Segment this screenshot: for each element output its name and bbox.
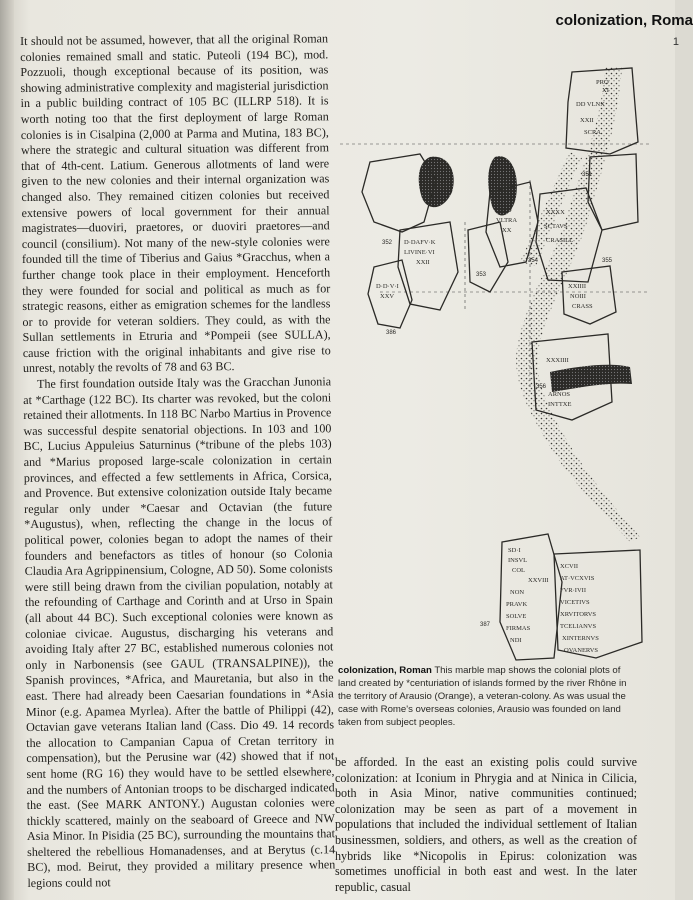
inscription-text: XI [602,87,609,94]
caption-text: This marble map shows the colonial plots of land created by *centuriation of islands formed by the river Rhône in the territory of Arausio (Orange), a veteran-colony. As was usual the case with Rome's overseas colonies, Arausio was founded on land taken from subject peoples. [338,665,627,728]
marble-map-figure [340,62,650,662]
inscription-text: FIRMAS [506,625,531,632]
inscription-text: NOIII [570,293,586,300]
inscription-text: XXV [380,293,395,300]
inscription-text: NDI [510,637,522,644]
fragment-number: 355 [602,258,613,264]
inscription-text: XINTERNVS [562,635,599,642]
inscription-text: XX [502,227,512,234]
fragment-352b [398,222,458,310]
inscription-text: SD·I [508,547,521,554]
inscription-text: OVANERVS [564,647,599,654]
caption-title: colonization, Roman [338,665,432,676]
inscription-text: COL [512,567,525,574]
inscription-text: XXXX [546,209,565,216]
inscription-text: LIVINE·VI [404,249,435,256]
inscription-text: PRO [596,79,609,86]
inscription-text: FVR·IVII [560,587,586,594]
inscription-text: CRASILL [546,237,574,244]
inscription-text: TCELIANVS [560,623,597,630]
inscription-text: XRVITORVS [560,611,597,618]
fragment-number: 386 [386,330,397,336]
inscription-text: VLTRA [496,217,518,224]
running-head: colonization, Roma [555,12,693,29]
fragment-number: 353 [476,272,487,278]
inscription-text: SOLVE [506,613,527,620]
inscription-text: SCTAVS [544,223,568,230]
fragment-number: 351 [582,172,593,178]
inscription-text: AT·VCXVIS [560,575,595,582]
page-number: 1 [672,36,679,48]
paragraph: be afforded. In the east an existing polis could survive colonization: at Iconium in Phrygia and at Ninica in Cilicia, both in Asia Minor, native communities continued; colonization may be seen as part of a movement in populations that included the individual settlement of Italian businessmen, soldiers, and others, as well as the creation of hybrids like *Nicopolis in Epirus: colonization was sometimes unofficial in both east and west. In the later republic, casual [335,755,637,894]
inscription-text: XXII [580,117,594,124]
inscription-text: NON [510,589,525,596]
right-column [335,755,637,895]
fragment-number: 387 [480,622,491,628]
inscription-text: D·D·IIII [566,369,589,376]
inscription-text: VICETIVS [560,599,590,606]
inscription-text: XXIIII [568,283,587,290]
inscription-text: XXXIIII [546,357,569,364]
left-column [20,31,335,891]
inscription-text: D·D [500,207,512,214]
paragraph: It should not be assumed, however, that all the original Roman colonies remained small and static. Puteoli (194 BC), mod. Pozzuoli, though exceptional because of its position, was showing administrative complexity and magisterial jurisdiction in a public building contract of 105 BC (ILLRP 518). It is worth noting too that the first deployment of large Roman colonies is in Cisalpina (2,000 at Parma and Mutina, 183 BC), where the strategic and cultural situation was different from that of 4th-cent. Latium. Generous allotments of land were given to the new colonies and their internal organization was changed also. They remained citizen colonies but received extensive powers of local government for their annual magistrates—duoviri, praetores, or duoviri praetores—and council (consilium). Not many of the new-style colonies were founded till the time of Tiberius and Gaius *Gracchus, when a further change took place in their employment. Henceforth they were founded for social and political as much as for strategic reasons, either as emigration schemes for the landless or to provide for veteran soldiers. They could, as with the Sullan settlements in Etruria and *Pompeii (see SULLA), cause friction with the original inhabitants and give rise to unrest, notably the revolts of 78 and 63 BC. [20,31,331,376]
inscription-text: D·DAFV·K [404,239,436,246]
fragment-number: 354 [528,258,539,264]
inscription-text: ARNOS [548,391,571,398]
inscription-text: INTTXE [548,401,572,408]
inscription-text: XXVIII [528,577,549,584]
figure-caption [338,664,638,729]
inscription-text: DD VLNX [576,101,605,108]
inscription-text: PRAVK [506,601,528,608]
inscription-text: D·D·V·I [376,283,399,290]
marble-map-illustration [340,62,650,662]
inscription-text: XXII [416,259,430,266]
paragraph: The first foundation outside Italy was the Gracchan Junonia at *Carthage (122 BC). Its charter was revoked, but the coloni retained their allotments. In 118 BC Narbo Martius in Provence was successful despite senatorial objections. In 103 and 100 BC, Lucius Appuleius Saturninus (*tribune of the plebs 103) and *Marius proposed large-scale colonization in certain provinces, and effected a few settlements in Africa, Corsica, and Provence. But extensive colonization outside Italy became regular only under *Caesar and Octavian (the future *Augustus), when, reflecting the change in the locus of political power, colonies began to adopt the names of their founders and benefactors as titles of honour (so Colonia Claudia Ara Agrippinensium, Cologne, AD 50). Some colonists were still being drawn from the civilian population, notably at the refounding of Carthage and Corinth and at Urso in Spain (all about 44 BC). Such exceptional colonies were known as coloniae civicae. Augustus, discharging his veterans and avoiding Italy after 27 BC, established numerous colonies not only in Narbonensis (see GAUL (TRANSALPINE)), the Spanish provinces, *Africa, and Mauretania, but also in the east. There had already been Caesarian foundations in *Asia Minor (e.g. Apamea Myrlea). After the battle of Philippi (42), Octavian gave veterans Italian land (Cass. Dio 49. 14 records the allocation to Campanian Capua of Cretan territory in compensation), but the Perusine war (42) showed that if not sent home (RG 16) they would have to be settled elsewhere, and the numbers of Antonian troops to be discharged indicated the east. (See MARK ANTONY.) Augustan colonies were thickly scattered, mainly on the seaboard of Greece and NW Asia Minor. In Pisidia (25 BC), surrounding the mountains that sheltered the rebellious Homanadenses, and at Berytus (c.14 BC), mod. Beirut, they provided a military presence when legions could not [23,374,336,891]
book-spine [0,0,14,900]
fragment-number: 356 [536,384,547,390]
fragment-number: 352 [382,240,393,246]
inscription-text: CRASS [572,303,593,310]
inscription-text: INSVL [508,557,528,564]
inscription-text: XCVII [560,563,579,570]
inscription-text: SCRA [584,129,601,136]
